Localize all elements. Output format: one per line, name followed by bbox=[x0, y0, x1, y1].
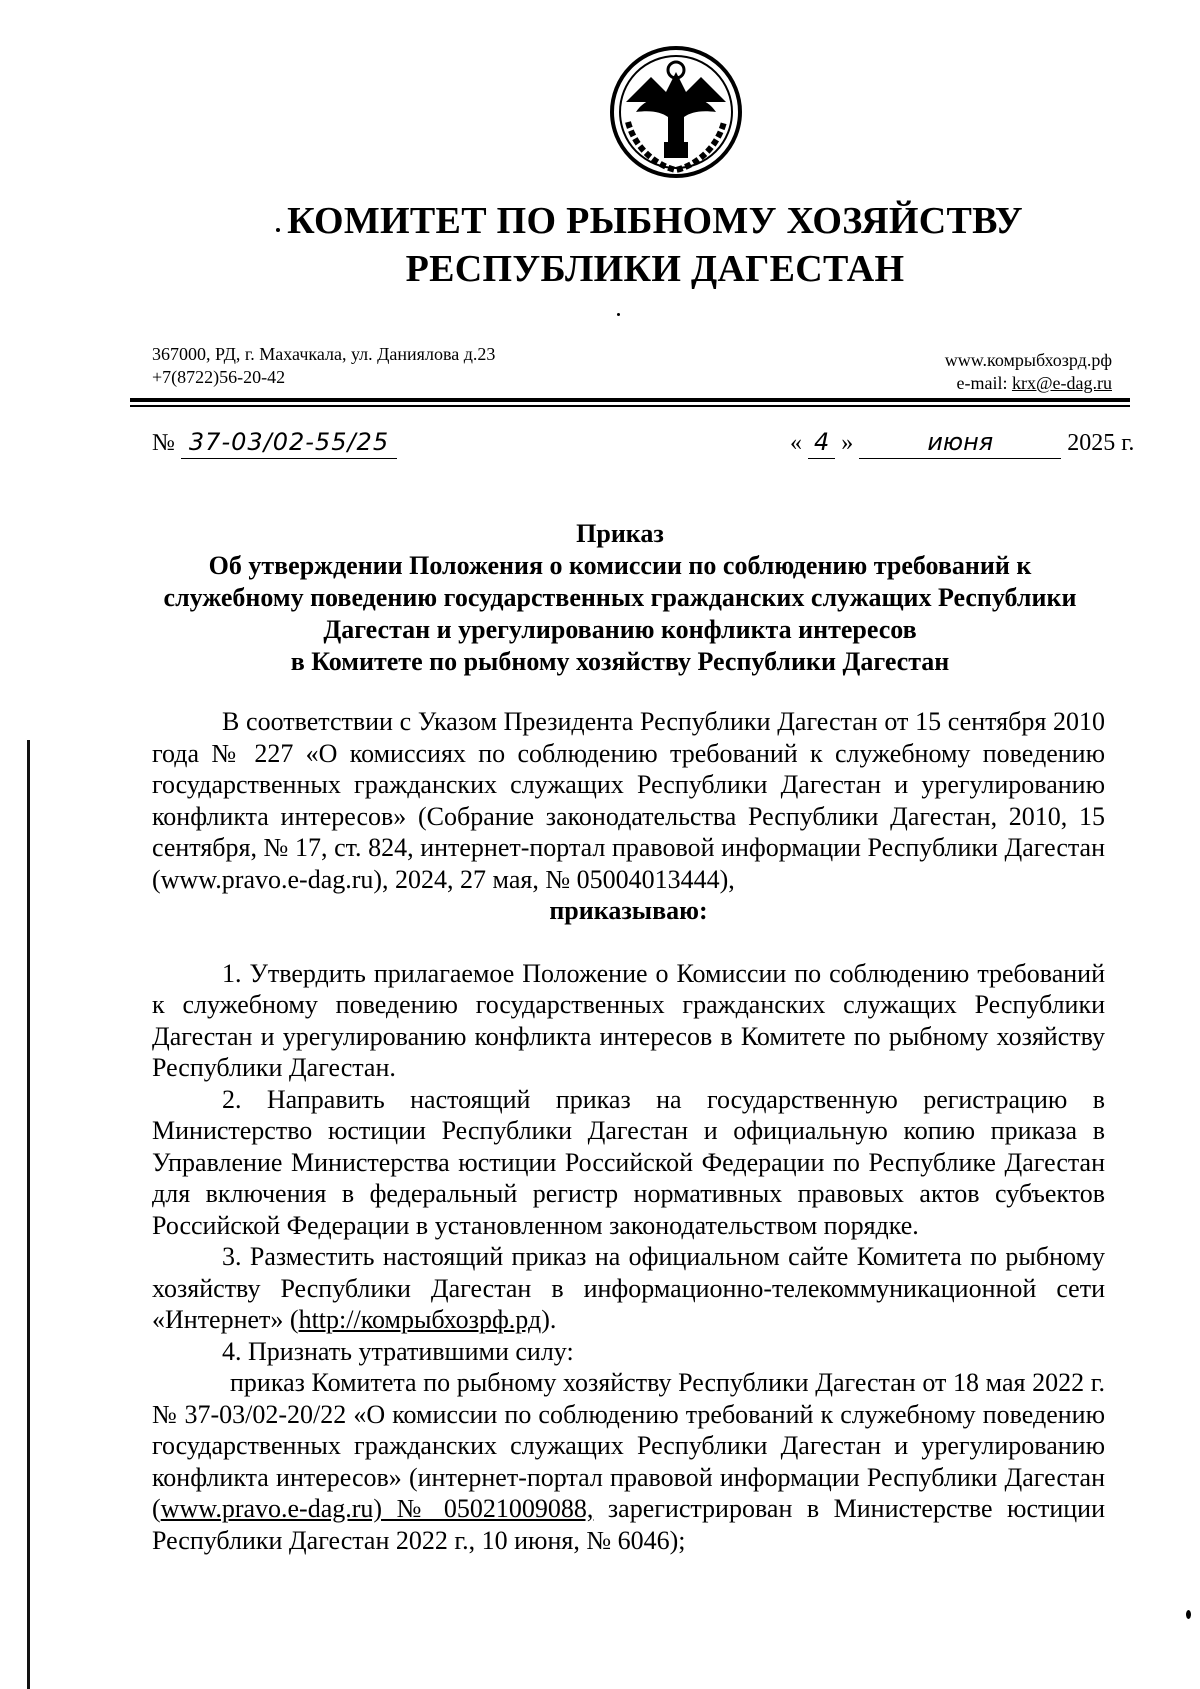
pravo-portal-link[interactable]: www.pravo.e-dag.ru) № 05021009088, bbox=[160, 1494, 594, 1523]
title-line-3: Дагестан и урегулированию конфликта интересов bbox=[323, 615, 917, 644]
year: 2025 г. bbox=[1067, 430, 1135, 456]
order-body bbox=[152, 706, 1105, 1556]
committee-header bbox=[0, 197, 1200, 293]
dagestan-coat-of-arms-icon bbox=[606, 42, 746, 182]
title-line-4: в Комитете по рыбному хозяйству Республики Дагестан bbox=[290, 647, 950, 676]
number-sign: № bbox=[152, 430, 175, 456]
scan-speck bbox=[617, 313, 620, 316]
phone-number: +7(8722)56-20-42 bbox=[152, 367, 286, 387]
registration-number bbox=[152, 428, 397, 459]
quote-open: « bbox=[790, 430, 802, 456]
quote-close: » bbox=[841, 430, 854, 456]
header-line-2: РЕСПУБЛИКИ ДАГЕСТАН bbox=[405, 248, 905, 290]
item-4: 4. Признать утратившими силу: bbox=[222, 1336, 574, 1366]
handwritten-month: июня bbox=[859, 428, 1061, 459]
order-word: приказываю: bbox=[549, 896, 708, 925]
title-line-1: Об утверждении Положения о комиссии по соблюдению требований к bbox=[208, 551, 1032, 580]
header-divider-thick bbox=[130, 398, 1130, 402]
scan-speck bbox=[1186, 1610, 1191, 1619]
order-title bbox=[140, 518, 1100, 678]
committee-site-link[interactable]: http://комрыбхозрф.рд bbox=[298, 1305, 542, 1334]
email-line bbox=[945, 372, 1112, 395]
item-4-sub-text: приказ Комитета по рыбному хозяйству Республики Дагестан от 18 мая 2022 г. № 37-03/02-20/22 «О комиссии по соблюдению требований к служебному поведению государственных гражданских служащих Республики Дагестан и урегулированию конфликта интересов» (интернет-портал правовой информации Республики Дагестан ( bbox=[152, 1368, 1105, 1523]
item-4-sub-end: зарегистрирован в Министерстве юстиции Республики Дагестан 2022 г., 10 июня, № 6046); bbox=[152, 1494, 1106, 1555]
item-3-text: 3. Разместить настоящий приказ на официальном сайте Комитета по рыбному хозяйству Республики Дагестан в информационно-телекоммуникационной сети «Интернет» ( bbox=[152, 1242, 1105, 1334]
item-4-subparagraph bbox=[152, 1367, 1105, 1556]
order-heading: Приказ bbox=[576, 519, 664, 548]
title-line-2: служебному поведению государственных гражданских служащих Республики bbox=[163, 583, 1077, 612]
handwritten-number: 37-03/02-55/25 bbox=[181, 428, 397, 459]
address-block bbox=[152, 343, 495, 389]
website: www.комрыбхозрд.рф bbox=[944, 350, 1112, 370]
item-1: 1. Утвердить прилагаемое Положение о Комиссии по соблюдению требований к служебному поведению государственных гражданских служащих Республики Дагестан и урегулированию конфликта интересов в Комитете по рыбному хозяйству Республики Дагестан. bbox=[152, 958, 1105, 1082]
email-link[interactable]: krx@e-dag.ru bbox=[1011, 373, 1112, 393]
item-2: 2. Направить настоящий приказ на государственную регистрацию в Министерство юстиции Республики Дагестан и официальную копию приказа в Управление Министерства юстиции Российской Федерации по Республике Дагестан для включения в федеральный регистр нормативных правовых актов субъектов Российской Федерации в установленном законодательством порядке. bbox=[152, 1084, 1105, 1240]
header-line-1: КОМИТЕТ ПО РЫБНОМУ ХОЗЯЙСТВУ bbox=[287, 200, 1023, 242]
handwritten-day: 4 bbox=[808, 428, 835, 459]
web-contacts-block bbox=[945, 349, 1112, 395]
scan-edge-shadow bbox=[27, 740, 30, 1689]
item-3-end: ). bbox=[541, 1305, 557, 1334]
header-divider-thin bbox=[130, 405, 1130, 407]
document-date bbox=[790, 428, 1134, 459]
email-label: e-mail: bbox=[956, 373, 1008, 393]
preamble-paragraph: В соответствии с Указом Президента Республики Дагестан от 15 сентября 2010 года № 227 «О комиссиях по соблюдению требований к служебному поведению государственных гражданских служащих Республики Дагестан и урегулированию конфликта интересов» (Собрание законодательства Республики Дагестан, 2010, 15 сентября, № 17, ст. 824, интернет-портал правовой информации Республики Дагестан (www.pravo.e-dag.ru), 2024, 27 мая, № 05004013444), bbox=[152, 707, 1105, 894]
postal-address: 367000, РД, г. Махачкала, ул. Даниялова д.23 bbox=[152, 344, 496, 364]
paragraph-gap bbox=[152, 927, 1105, 958]
item-3 bbox=[152, 1241, 1105, 1336]
